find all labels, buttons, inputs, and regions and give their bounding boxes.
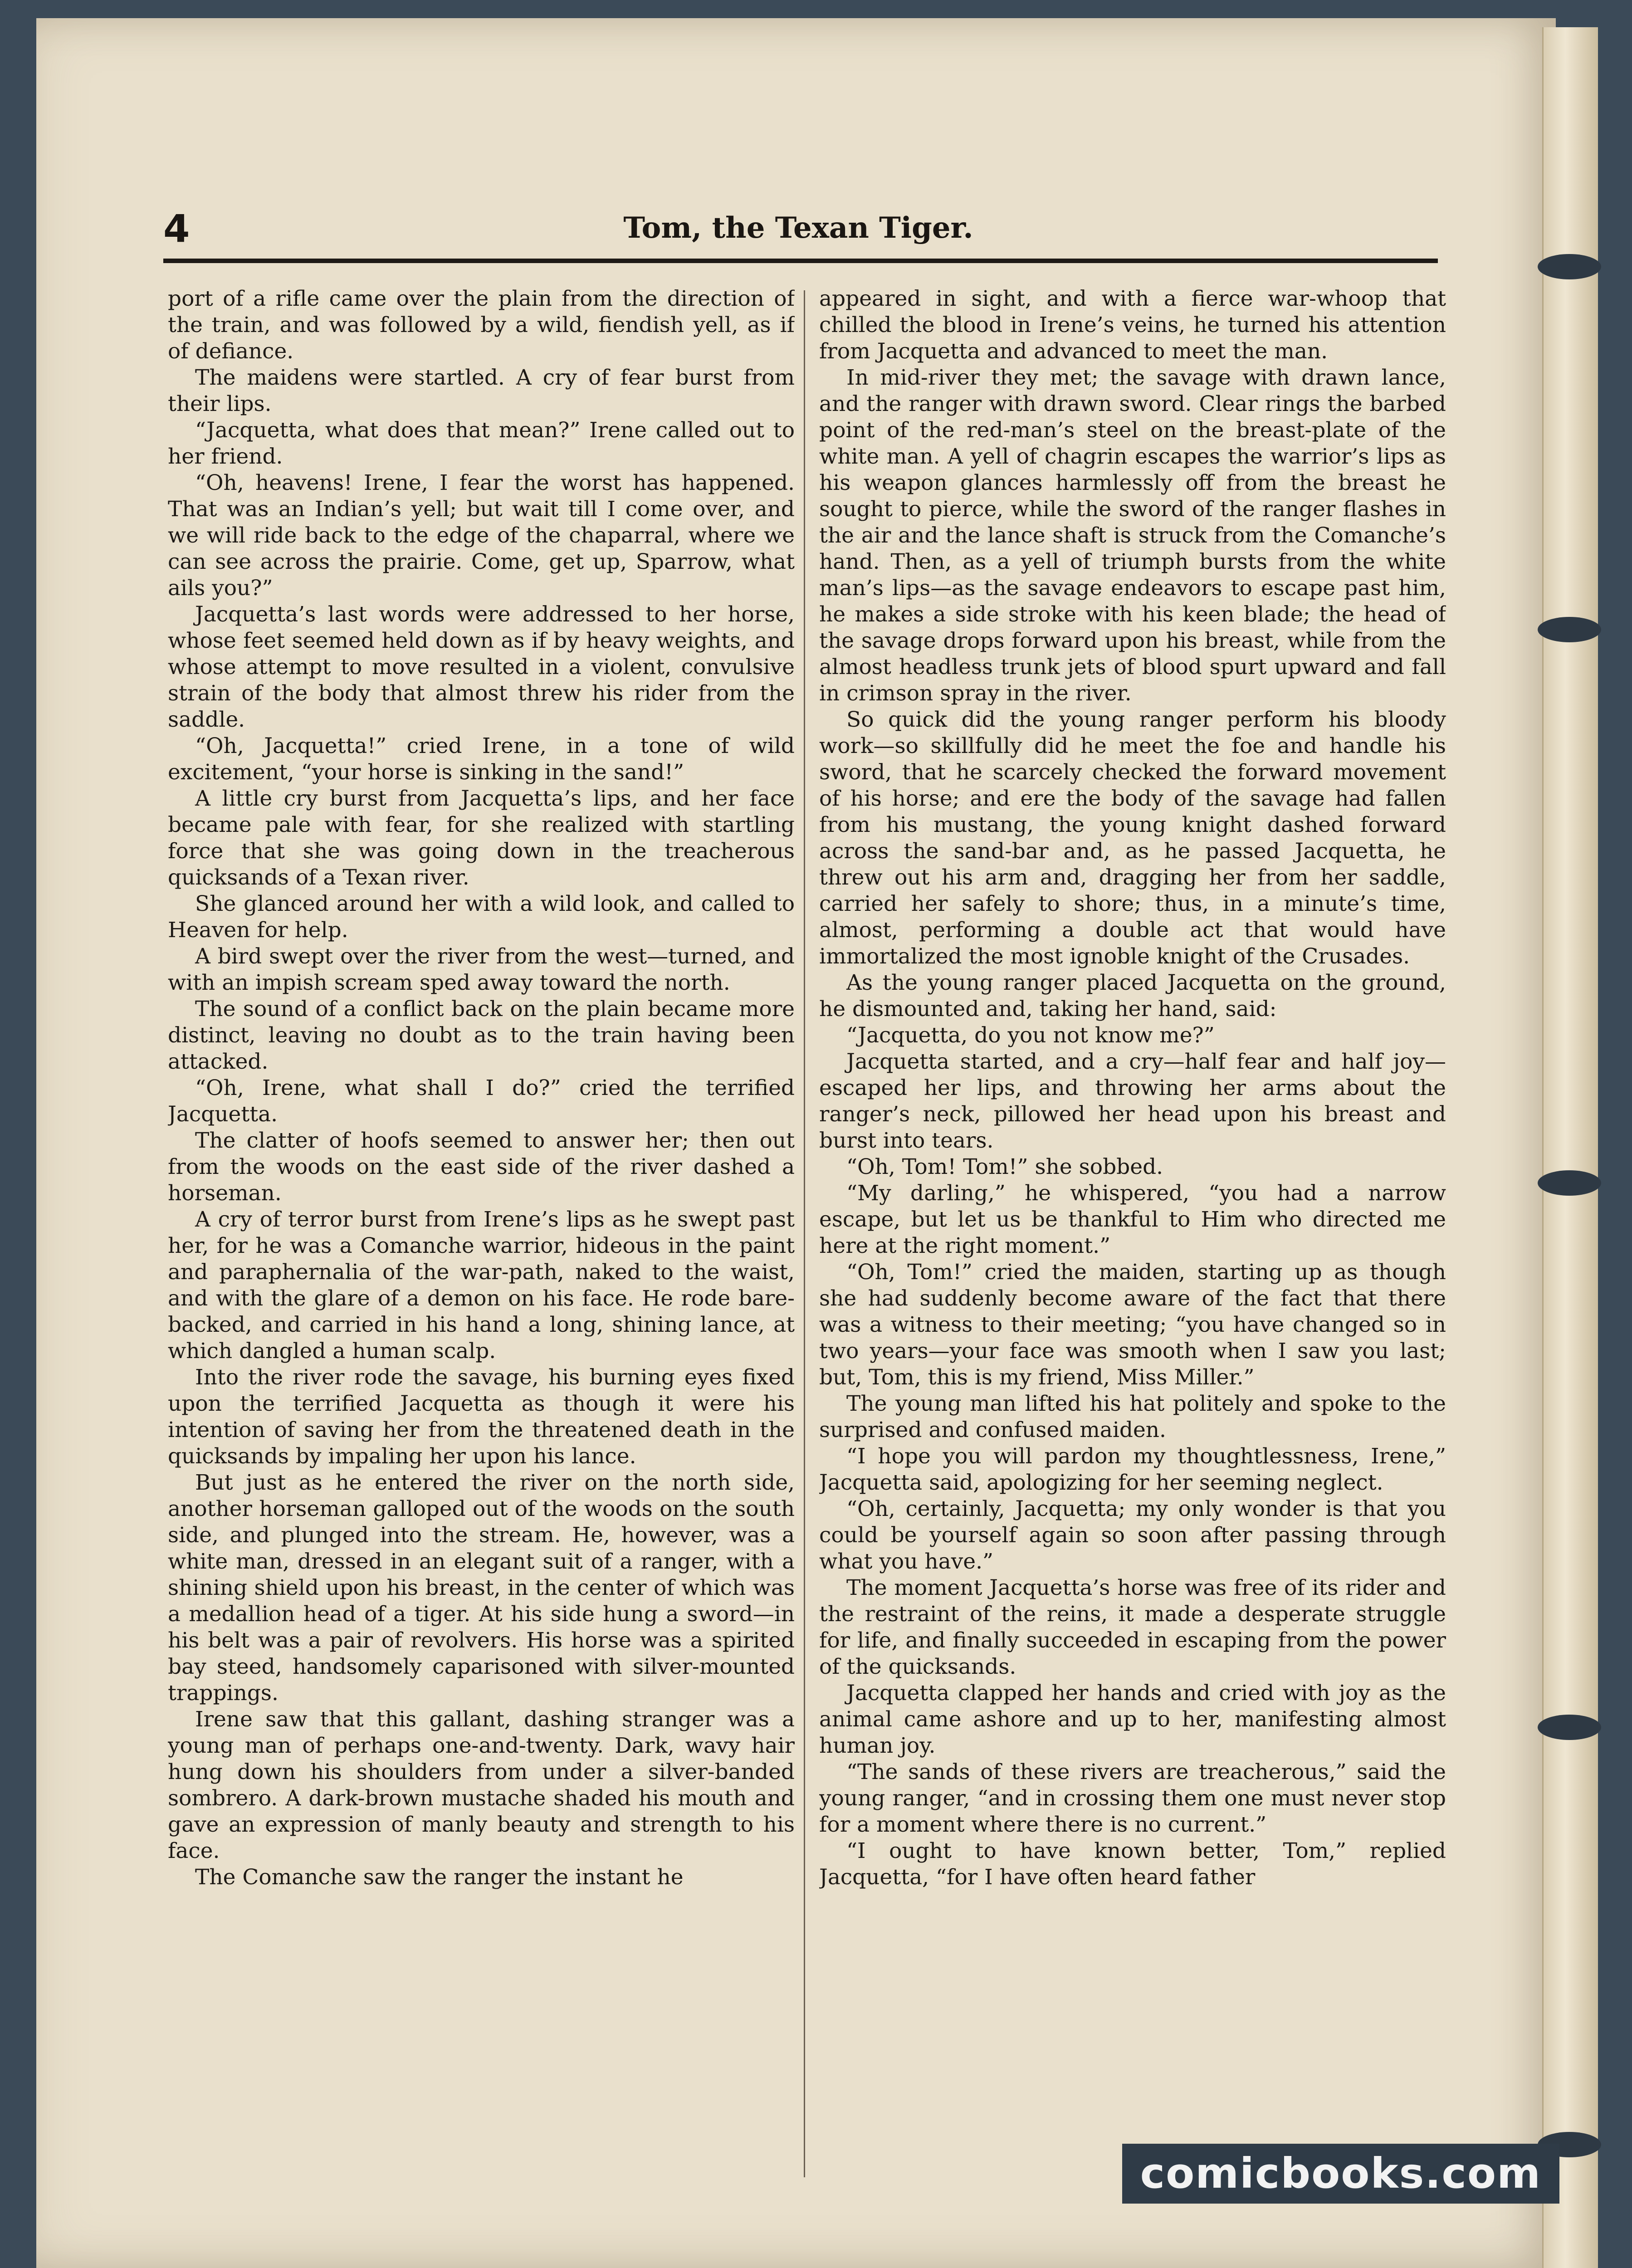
paragraph: “Jacquetta, do you not know me?” [846,1023,1215,1048]
left-column [168,286,795,2173]
paragraph: A little cry burst from Jacquetta’s lips, and her face became pale with fear, for she realized with startling force that she was going down in the treacherous quicksands of a Texan river. [168,786,795,890]
page-number: 4 [163,206,190,251]
paragraph: “Oh, Jacquetta!” cried Irene, in a tone of wild excitement, “your horse is sinking in the sand!” [168,733,795,785]
paragraph: The Comanche saw the ranger the instant he [195,1865,684,1890]
paragraph: A cry of terror burst from Irene’s lips as he swept past her, for he was a Comanche warrior, hideous in the paint and paraphernalia of the war-path, naked to the waist, and with the glare of a demon on his face. He rode bare-backed, and carried in his hand a long, shining lance, at which dangled a human scalp. [168,1207,795,1364]
paragraph: The clatter of hoofs seemed to answer her; then out from the woods on the east side of the river dashed a horseman. [168,1128,795,1206]
header-rule [163,259,1438,263]
paragraph: “My darling,” he whispered, “you had a narrow escape, but let us be thankful to Him who directed me here at the right moment.” [819,1181,1446,1258]
column-divider [804,290,805,2177]
paragraph: So quick did the young ranger perform his bloody work—so skillfully did he meet the foe and handle his sword, that he scarcely checked the forward movement of his horse; and ere the body of the savage had fallen from his mustang, the young knight dashed forward across the sand-bar and, as he passed Jacquetta, he threw out his arm and, dragging her from her saddle, carried her safely to shore; thus, in a minute’s time, almost, performing a double act that would have immortalized the most ignoble knight of the Crusades. [819,707,1446,969]
paragraph: Jacquetta clapped her hands and cried with joy as the animal came ashore and up to her, manifesting almost human joy. [819,1681,1446,1758]
paragraph: The maidens were startled. A cry of fear burst from their lips. [168,365,795,416]
paragraph: Jacquetta started, and a cry—half fear and half joy—escaped her lips, and throwing her arms about the ranger’s neck, pillowed her head upon his breast and burst into tears. [819,1049,1446,1153]
paragraph: port of a rifle came over the plain from the direction of the train, and was followed by a wild, fiendish yell, as if of defiance. [168,286,795,364]
binding-spine [1542,27,1598,2268]
binding-stitch [1538,1170,1601,1196]
binding-stitch [1538,617,1601,642]
paragraph: The sound of a conflict back on the plain became more distinct, leaving no doubt as to the train having been attacked. [168,997,795,1074]
paragraph: “Jacquetta, what does that mean?” Irene called out to her friend. [168,418,795,469]
paragraph: Jacquetta’s last words were addressed to her horse, whose feet seemed held down as if by heavy weights, and whose attempt to move resulted in a violent, convulsive strain of the body that almost threw his rider from the saddle. [168,602,795,732]
paragraph: A bird swept over the river from the west—turned, and with an impish scream sped away toward the north. [168,944,795,995]
paragraph: “Oh, certainly, Jacquetta; my only wonder is that you could be yourself again so soon after passing through what you have.” [819,1496,1446,1574]
paragraph: “The sands of these rivers are treacherous,” said the young ranger, “and in crossing them one must never stop for a moment where there is no current.” [819,1760,1446,1837]
paragraph: “Oh, Tom! Tom!” she sobbed. [846,1154,1163,1179]
paragraph: Into the river rode the savage, his burning eyes fixed upon the terrified Jacquetta as though it were his intention of saving her from the threatened death in the quicksands by impaling her upon his lance. [168,1365,795,1469]
paragraph: appeared in sight, and with a fierce war-whoop that chilled the blood in Irene’s veins, he turned his attention from Jacquetta and advanced to meet the man. [819,286,1446,364]
watermark: comicbooks.com [1122,2144,1559,2204]
paragraph: The young man lifted his hat politely and spoke to the surprised and confused maiden. [819,1391,1446,1442]
paragraph: “Oh, Tom!” cried the maiden, starting up as though she had suddenly become aware of the fact that there was a witness to their meeting; “you have changed so in two years—your face was smooth when I saw you last; but, Tom, this is my friend, Miss Miller.” [819,1260,1446,1390]
running-header [163,206,1433,261]
paragraph: Irene saw that this gallant, dashing stranger was a young man of perhaps one-and-twenty. Dark, wavy hair hung down his shoulders from under a silver-banded sombrero. A dark-brown mustache shaded his mouth and gave an expression of manly beauty and strength to his face. [168,1707,795,1863]
right-column [819,286,1446,2173]
paragraph: “I hope you will pardon my thoughtlessness, Irene,” Jacquetta said, apologizing for her seeming neglect. [819,1444,1446,1495]
binding-stitch [1538,254,1601,279]
paragraph: In mid-river they met; the savage with drawn lance, and the ranger with drawn sword. Clear rings the barbed point of the red-man’s steel on the breast-plate of the white man. A yell of chagrin escapes the warrior’s lips as his weapon glances harmlessly off from the breast he sought to pierce, while the sword of the ranger flashes in the air and the lance shaft is struck from the Comanche’s hand. Then, as a yell of triumph bursts from the white man’s lips—as the savage endeavors to escape past him, he makes a side stroke with his keen blade; the head of the savage drops forward upon his breast, while from the almost headless trunk jets of blood spurt upward and fall in crimson spray in the river. [819,365,1446,706]
paragraph: But just as he entered the river on the north side, another horseman galloped out of the woods on the south side, and plunged into the stream. He, however, was a white man, dressed in an elegant suit of a ranger, with a shining shield upon his breast, in the center of which was a medallion head of a tiger. At his side hung a sword—in his belt was a pair of revolvers. His horse was a spirited bay steed, handsomely caparisoned with silver-mounted trappings. [168,1470,795,1706]
running-title: Tom, the Texan Tiger. [623,211,973,245]
paragraph: As the young ranger placed Jacquetta on the ground, he dismounted and, taking her hand, said: [819,970,1446,1022]
paragraph: She glanced around her with a wild look, and called to Heaven for help. [168,891,795,943]
paragraph: The moment Jacquetta’s horse was free of its rider and the restraint of the reins, it made a desperate struggle for life, and finally succeeded in escaping from the power of the quicksands. [819,1575,1446,1679]
paragraph: “Oh, Irene, what shall I do?” cried the terrified Jacquetta. [168,1075,795,1127]
paragraph: “Oh, heavens! Irene, I fear the worst has happened. That was an Indian’s yell; but wait till I come over, and we will ride back to the edge of the chaparral, where we can see across the prairie. Come, get up, Sparrow, what ails you?” [168,470,795,601]
binding-stitch [1538,1715,1601,1740]
paragraph: “I ought to have known better, Tom,” replied Jacquetta, “for I have often heard father [819,1838,1446,1890]
